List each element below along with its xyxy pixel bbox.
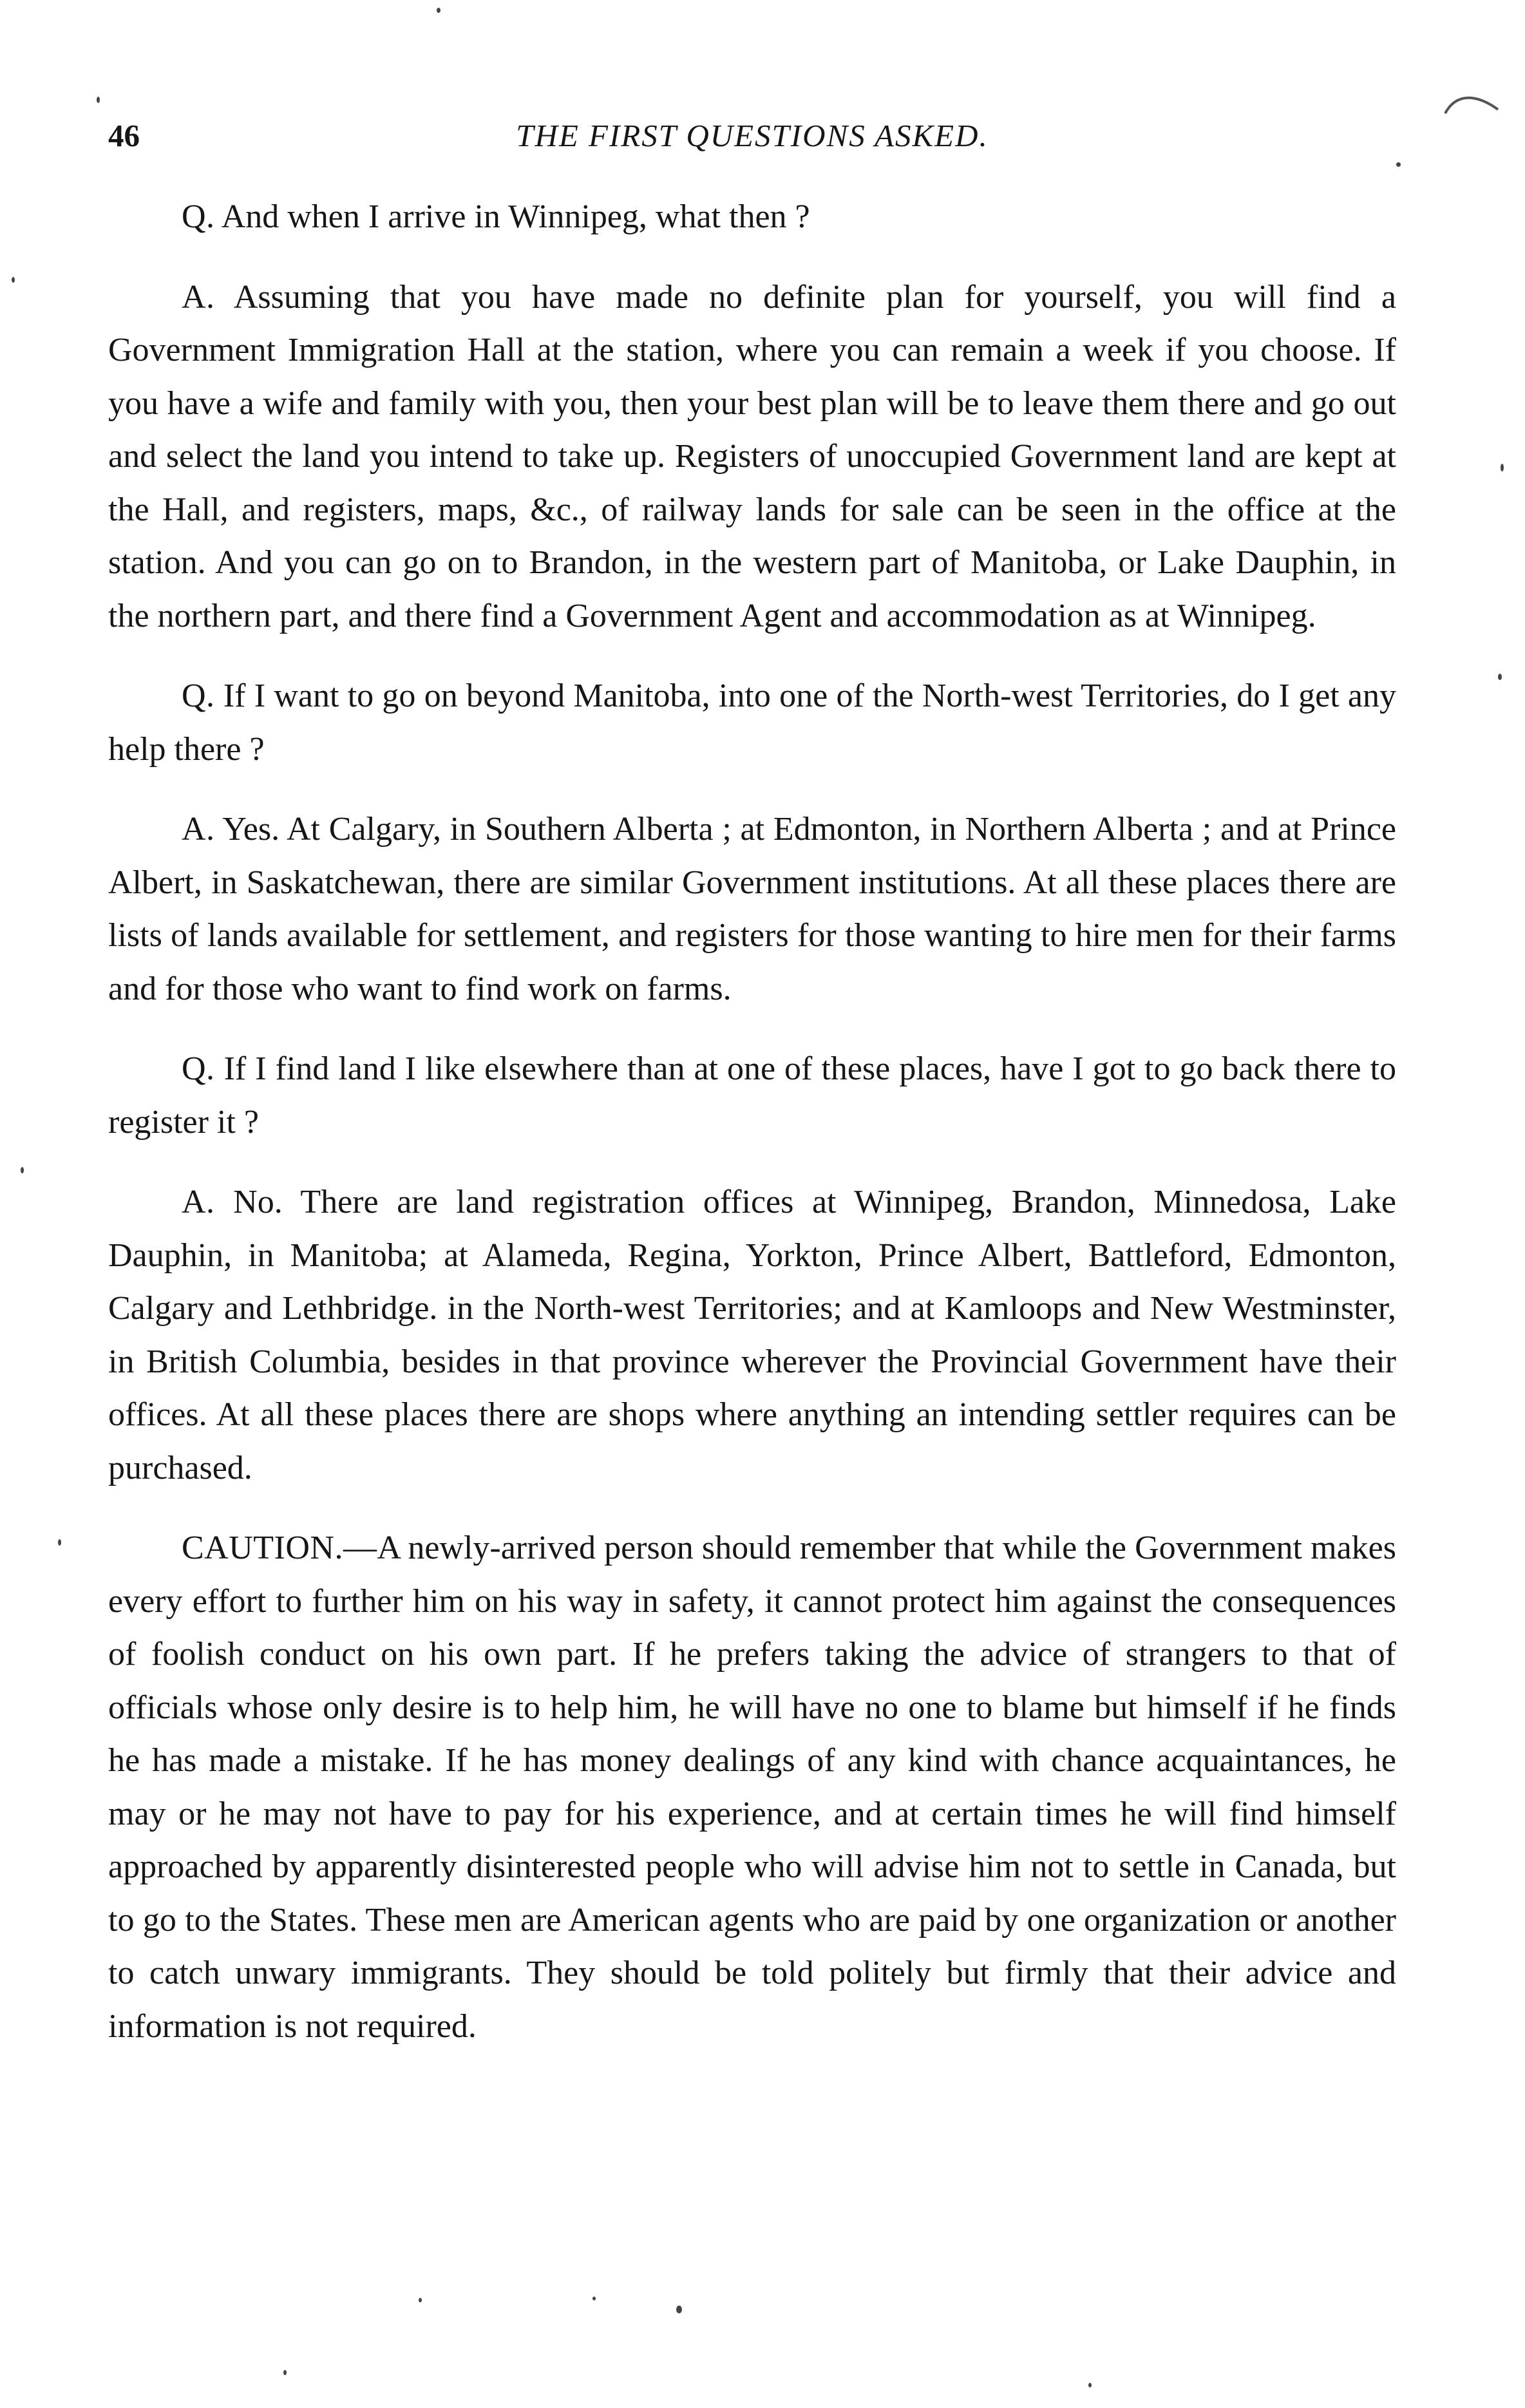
paragraph-lead: Q. (182, 1050, 215, 1087)
scan-speck (97, 97, 100, 103)
answer-paragraph (108, 1176, 1396, 1495)
paragraph-text: And when I arrive in Winnipeg, what then ? (221, 198, 810, 235)
body-text (108, 191, 1396, 2080)
scan-speck (419, 2298, 422, 2302)
scan-speck (1088, 2383, 1092, 2387)
paragraph-text: Yes. At Calgary, in Southern Alberta ; at Edmonton, in Northern Alberta ; and at Prince Albert, in Saskatchewan, there are similar Government institutions. At all these places there are lists of lands available for settlement, and registers for those wanting to hire men for their farms and for those who want to find work on farms. (108, 811, 1396, 1007)
paragraph-lead: A. (182, 278, 215, 316)
scan-speck (1498, 674, 1502, 680)
scan-speck (12, 277, 15, 283)
paragraph-text: If I want to go on beyond Manitoba, into one of the North-west Territories, do I get any help there ? (108, 678, 1397, 768)
paragraph-text: If I find land I like elsewhere than at one of these places, have I got to go back there to register it ? (108, 1050, 1396, 1141)
scan-speck (437, 8, 440, 13)
caution-paragraph (108, 1522, 1396, 2053)
page-header (108, 113, 1396, 158)
answer-paragraph (108, 271, 1396, 643)
question-paragraph (108, 1043, 1396, 1149)
page-number: 46 (108, 118, 140, 153)
answer-paragraph (108, 803, 1396, 1016)
scan-speck (58, 1539, 61, 1546)
paragraph-lead: A. (182, 811, 215, 848)
scan-speck (1501, 464, 1504, 471)
scan-speck (592, 2297, 596, 2300)
question-paragraph (108, 670, 1396, 776)
paragraph-lead: CAUTION.— (182, 1530, 377, 1566)
paragraph-lead: A. (182, 1184, 215, 1220)
paragraph-text: No. There are land registration offices at Winnipeg, Brandon, Minnedosa, Lake Dauphin, in Manitoba; at Alameda, Regina, Yorkton, Prince Albert, Battleford, Edmonton, Calgary and Lethbridge. in the North-west Territories; and at Kamloops and New Westminster, in British Columbia, besides in that province wherever the Provincial Government have their offices. At all these places there are shops where anything an intending settler requires can be purchased. (108, 1184, 1397, 1486)
scan-speck (1396, 162, 1401, 167)
paragraph-lead: Q. (182, 678, 215, 714)
scan-speck (283, 2370, 287, 2375)
question-paragraph (108, 191, 1396, 244)
paragraph-text: Assuming that you have made no definite plan for yourself, you will find a Government Immigration Hall at the station, where you can remain a week if you choose. If you have a wife and family with you, then your best plan will be to leave them there and go out and select the land you intend to take up. Registers of unoccupied Government land are kept at the Hall, and registers, maps, &c., of railway lands for sale can be seen in the office at the station. And you can go on to Brandon, in the western part of Manitoba, or Lake Dauphin, in the northern part, and there find a Government Agent and accommodation as at Winnipeg. (108, 278, 1396, 634)
paragraph-text: A newly-arrived person should remember that while the Government makes every effort to further him on his way in safety, it cannot protect him against the consequences of foolish conduct on his own part. If he prefers taking the advice of strangers to that of officials whose only desire is to help him, he will have no one to blame but himself if he finds he has made a mistake. If he has money dealings of any kind with chance acquaintances, he may or he may not have to pay for his experience, and at certain times he will find himself approached by apparently disinterested people who will advise him not to settle in Canada, but to go to the States. These men are American agents who are paid by one organization or another to catch unwary immigrants. They should be told politely but firmly that their advice and information is not required. (108, 1530, 1396, 2045)
running-title: THE FIRST QUESTIONS ASKED. (516, 118, 989, 153)
scan-speck (676, 2306, 682, 2313)
scan-mark-icon (1443, 90, 1501, 122)
paragraph-lead: Q. (182, 198, 215, 235)
scan-speck (21, 1167, 24, 1173)
